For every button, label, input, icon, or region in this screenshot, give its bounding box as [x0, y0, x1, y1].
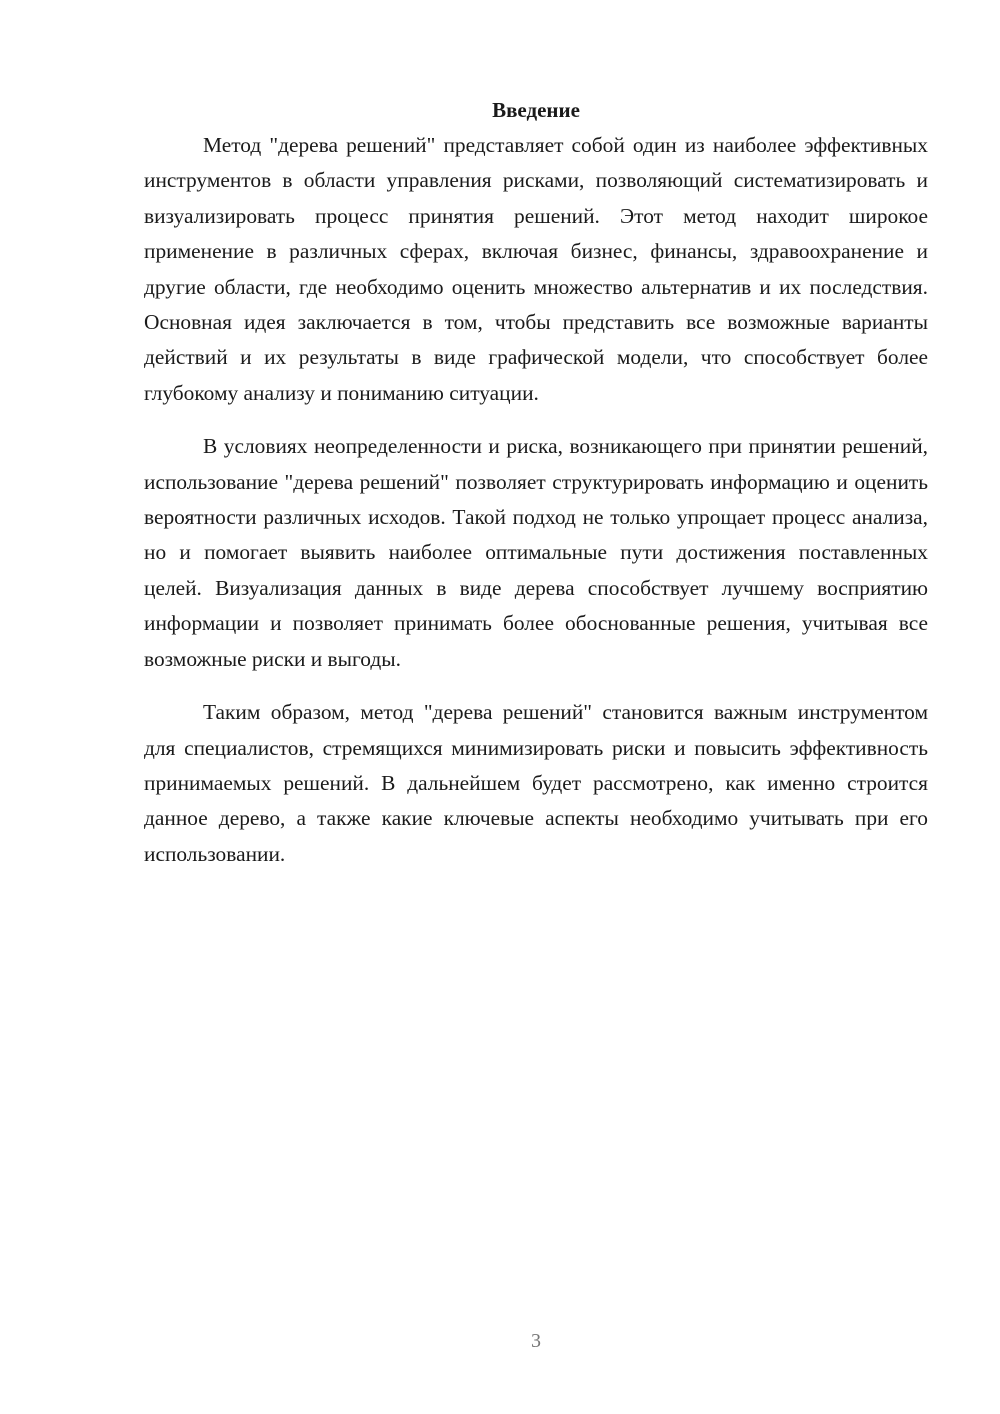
page-content	[144, 92, 928, 890]
section-title: Введение	[492, 98, 580, 122]
paragraph-2: В условиях неопределенности и риска, возникающего при принятии решений, использование "дерева решений" позволяет структурировать информацию и оценить вероятности различных исходов. Такой подход не только упрощает процесс анализа, но и помогает выявить наиболее оптимальные пути достижения поставленных целей. Визуализация данных в виде дерева способствует лучшему восприятию информации и позволяет принимать более обоснованные решения, учитывая все возможные риски и выгоды.	[144, 434, 928, 671]
paragraph-1: Метод "дерева решений" представляет собой один из наиболее эффективных инструментов в области управления рисками, позволяющий систематизировать и визуализировать процесс принятия решений. Этот метод находит широкое применение в различных сферах, включая бизнес, финансы, здравоохранение и другие области, где необходимо оценить множество альтернатив и их последствия. Основная идея заключается в том, чтобы представить все возможные варианты действий и их результаты в виде графической модели, что способствует более глубокому анализу и пониманию ситуации.	[144, 133, 928, 405]
page-number: 3	[531, 1330, 541, 1352]
paragraph-3: Таким образом, метод "дерева решений" становится важным инструментом для специалистов, стремящихся минимизировать риски и повысить эффективность принимаемых решений. В дальнейшем будет рассмотрено, как именно строится данное дерево, а также какие ключевые аспекты необходимо учитывать при его использовании.	[144, 700, 928, 866]
